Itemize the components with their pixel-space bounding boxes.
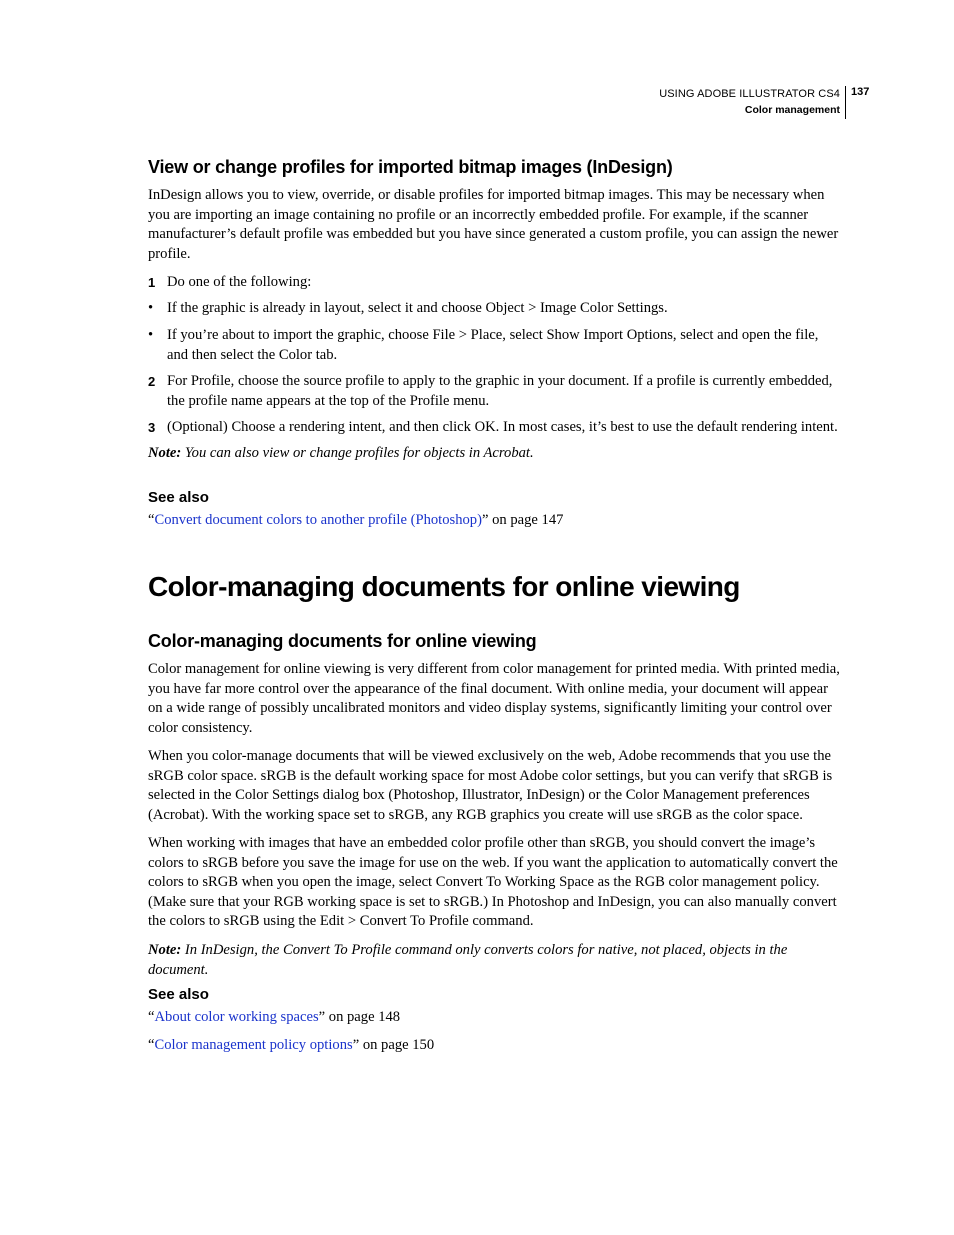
note-label: Note:: [148, 445, 182, 461]
chapter-name: Color management: [744, 104, 840, 116]
note-label: Note:: [148, 942, 182, 958]
step-marker: 2: [148, 374, 156, 389]
step-marker: 3: [148, 420, 156, 435]
bullet-text: If the graphic is already in layout, select it and choose Object > Image Color Settings.: [167, 300, 668, 316]
see-also-item: [148, 511, 563, 531]
see-also-item: [148, 1036, 434, 1056]
running-header: [560, 86, 840, 118]
see-also-heading: See also: [148, 986, 209, 1003]
page-number: 137: [851, 86, 870, 98]
quote-open: “: [148, 512, 155, 528]
link-color-management-policy-options[interactable]: Color management policy options: [154, 1037, 353, 1053]
link-about-color-working-spaces[interactable]: About color working spaces: [154, 1009, 319, 1025]
bullet-marker: •: [148, 327, 154, 343]
link-convert-document-colors[interactable]: Convert document colors to another profile (Photoshop): [154, 512, 482, 528]
section-heading-online-viewing: Color-managing documents for online viewing: [148, 631, 537, 651]
intro-paragraph: InDesign allows you to view, override, or disable profiles for imported bitmap images. This may be necessary when you are importing an image containing no profile or an incorrectly embedded profile. For example, if the scanner manufacturer’s default profile was embedded but you have since generated a custom profile, you can assign the newer profile.: [148, 187, 839, 262]
note-indesign: [148, 941, 842, 980]
step-text: (Optional) Choose a rendering intent, and then click OK. In most cases, it’s best to use the default rendering intent.: [167, 419, 838, 435]
book-title: USING ADOBE ILLUSTRATOR CS4: [659, 88, 840, 100]
page-reference: ” on page 147: [481, 512, 564, 528]
chapter-title: Color-managing documents for online viewing: [148, 571, 740, 602]
note-text: In InDesign, the Convert To Profile command only converts colors for native, not placed, objects in the document.: [148, 942, 788, 978]
header-divider: [845, 86, 846, 119]
step-text: Do one of the following:: [167, 274, 312, 290]
see-also-heading: See also: [148, 489, 209, 506]
bullet-item: [148, 299, 842, 319]
bullet-text: If you’re about to import the graphic, choose File > Place, select Show Import Options, select and open the file, and then select the Color tab.: [167, 327, 819, 363]
section-heading-bitmap-profiles: View or change profiles for imported bitmap images (InDesign): [148, 157, 673, 177]
quote-open: “: [148, 1009, 155, 1025]
quote-open: “: [148, 1037, 155, 1053]
see-also-item: [148, 1008, 400, 1028]
step-2: [148, 372, 842, 411]
page-reference: ” on page 148: [318, 1009, 401, 1025]
step-3: [148, 418, 842, 438]
step-text: For Profile, choose the source profile to apply to the graphic in your document. If a profile is currently embedded, the profile name appears at the top of the Profile menu.: [167, 373, 833, 409]
bullet-item: [148, 326, 842, 365]
body-paragraph: When you color-manage documents that will be viewed exclusively on the web, Adobe recommends that you use the sRGB color space. sRGB is the default working space for most Adobe color settings, but you can verify that sRGB is selected in the Color Settings dialog box (Photoshop, Illustrator, InDesign) or the Color Management preferences (Acrobat). With the working space set to sRGB, any RGB graphics you create will use sRGB as the color space.: [148, 748, 833, 823]
step-marker: 1: [148, 275, 156, 290]
note-text: You can also view or change profiles for objects in Acrobat.: [184, 445, 534, 461]
body-paragraph: When working with images that have an embedded color profile other than sRGB, you should convert the image’s colors to sRGB before you save the image for use on the web. If you want the application to automatically convert the colors to sRGB when you open the image, select Convert To Working Space as the RGB color management policy. (Make sure that your RGB working space is set to sRGB.) In Photoshop and InDesign, you can also manually convert the colors to sRGB using the Edit > Convert To Profile command.: [148, 835, 838, 929]
step-1: [148, 273, 842, 293]
page-reference: ” on page 150: [352, 1037, 435, 1053]
bullet-marker: •: [148, 300, 154, 316]
body-paragraph: Color management for online viewing is very different from color management for printed media. With printed media, you have far more control over the appearance of the final document. With online media, your document will appear on a wide range of possibly uncalibrated monitors and video display systems, significantly limiting your control over color consistency.: [148, 661, 840, 736]
note-acrobat: [148, 444, 842, 464]
